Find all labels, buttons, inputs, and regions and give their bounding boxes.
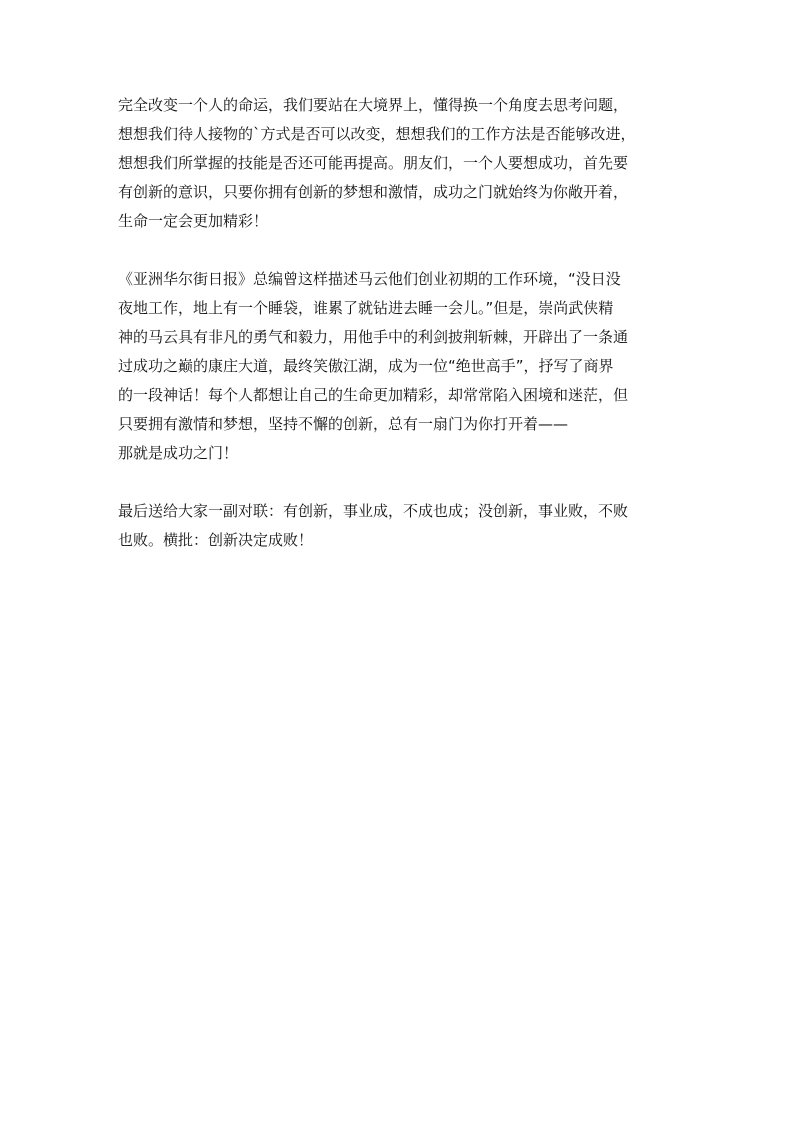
text-line: 《亚洲华尔街日报》总编曾这样描述马云他们创业初期的工作环境，“没日没 <box>118 270 621 288</box>
text-line: 那就是成功之门！ <box>118 444 239 462</box>
paragraph-3 <box>118 497 678 555</box>
text-line: 夜地工作，地上有一个睡袋，谁累了就钻进去睡一会儿。”但是，崇尚武侠精 <box>118 299 614 317</box>
text-line: 生命一定会更加精彩！ <box>118 212 269 230</box>
text-line: 神的马云具有非凡的勇气和毅力，用他手中的利剑披荆斩棘，开辟出了一条通 <box>118 328 629 346</box>
text-line: 过成功之巅的康庄大道，最终笑傲江湖，成为一位“绝世高手”，抒写了商界 <box>118 357 614 375</box>
text-line: 也败。横批：创新决定成败！ <box>118 531 314 549</box>
text-line: 的一段神话！每个人都想让自己的生命更加精彩，却常常陷入困境和迷茫，但 <box>118 386 629 404</box>
text-line: 完全改变一个人的命运，我们要站在大境界上，懂得换一个角度去思考问题， <box>118 96 629 114</box>
paragraph-2 <box>118 265 678 468</box>
document-body <box>118 91 678 555</box>
text-line: 只要拥有激情和梦想，坚持不懈的创新，总有一扇门为你打开着—— <box>118 415 569 433</box>
text-line: 想想我们待人接物的`方式是否可以改变，想想我们的工作方法是否能够改进， <box>118 125 636 143</box>
text-line: 想想我们所掌握的技能是否还可能再提高。朋友们，一个人要想成功，首先要 <box>118 154 629 172</box>
paragraph-1 <box>118 91 678 236</box>
text-line: 最后送给大家一副对联：有创新，事业成，不成也成；没创新，事业败，不败 <box>118 502 629 520</box>
text-line: 有创新的意识，只要你拥有创新的梦想和激情，成功之门就始终为你敞开着， <box>118 183 629 201</box>
